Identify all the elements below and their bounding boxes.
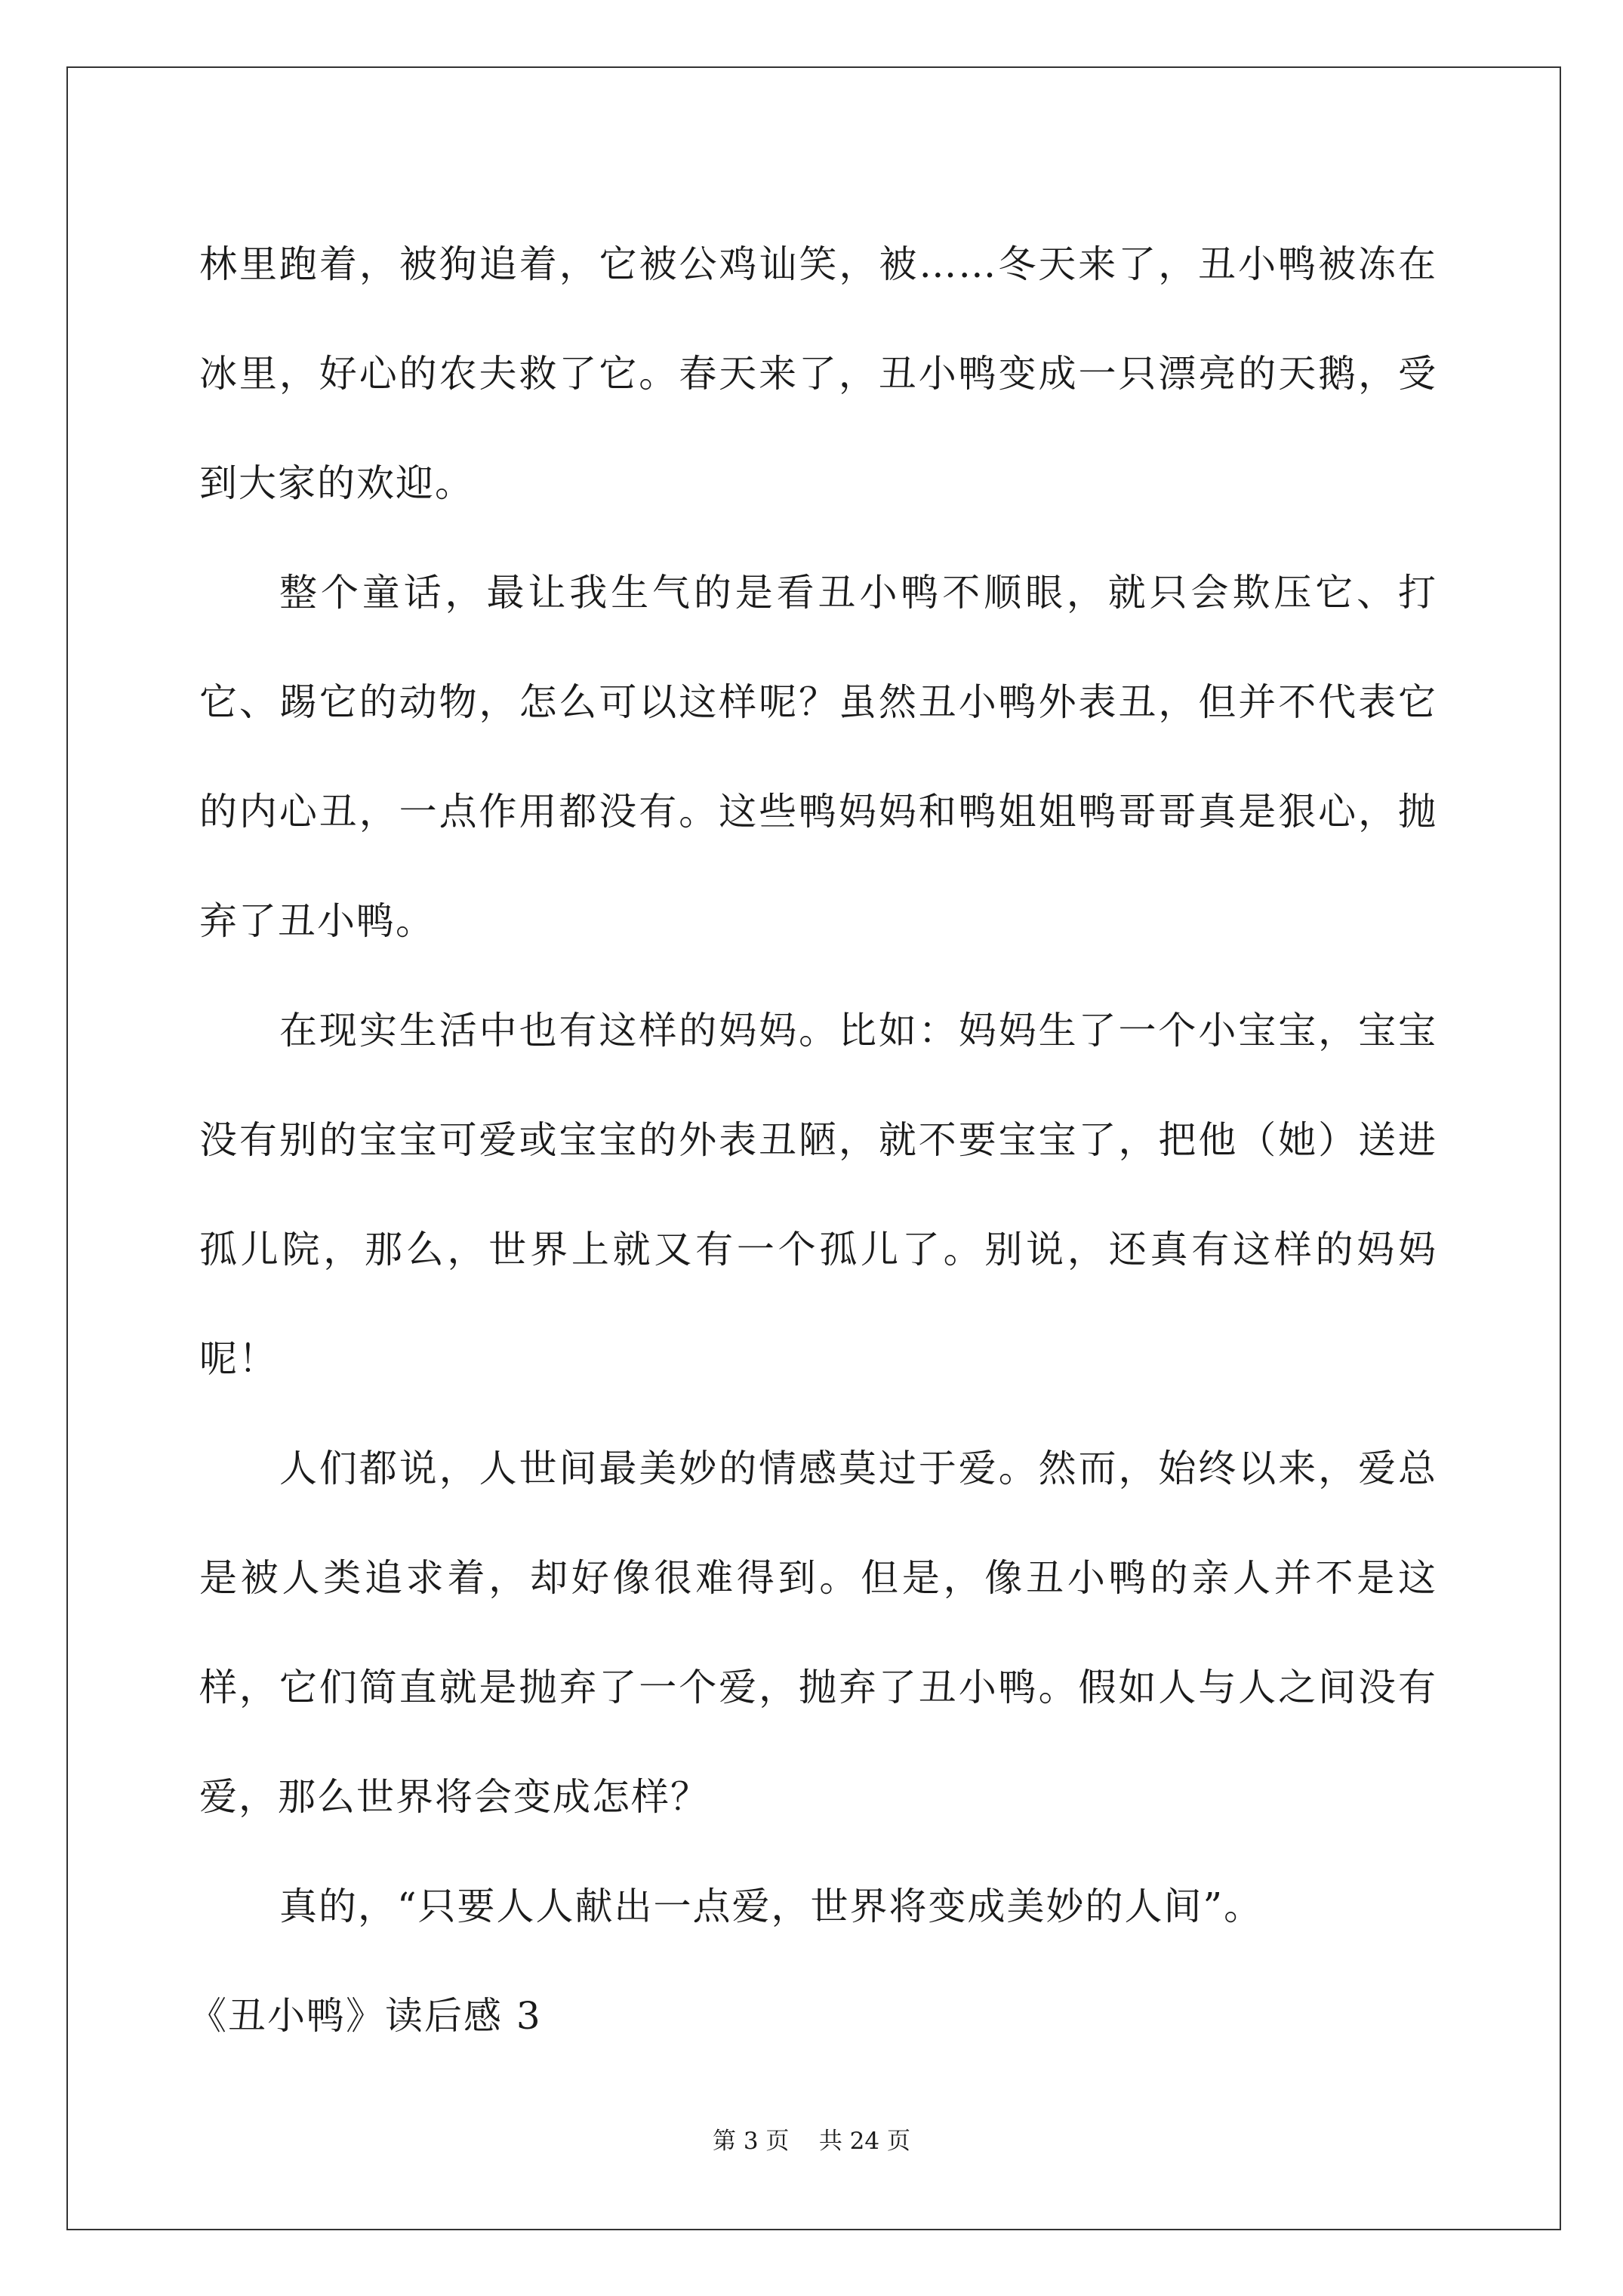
paragraph-3: 在现实生活中也有这样的妈妈。比如：妈妈生了一个小宝宝，宝宝没有别的宝宝可爱或宝宝的外表丑陋，就不要宝宝了，把他（她）送进孤儿院，那么，世界上就又有一个孤儿了。别说，还真有这样的妈妈呢！ [199, 1009, 1437, 1381]
page-number-footer: 第 3 页 共 24 页 [712, 2128, 910, 2155]
paragraph-2: 整个童话，最让我生气的是看丑小鸭不顺眼，就只会欺压它、打它、踢它的动物，怎么可以这样呢？虽然丑小鸭外表丑，但并不代表它的内心丑，一点作用都没有。这些鸭妈妈和鸭姐姐鸭哥哥真是狠心，抛弃了丑小鸭。 [199, 571, 1437, 943]
paragraph-1: 林里跑着，被狗追着，它被公鸡讪笑，被……冬天来了，丑小鸭被冻在冰里，好心的农夫救了它。春天来了，丑小鸭变成一只漂亮的天鹅，受到大家的欢迎。 [199, 242, 1437, 505]
section-heading: 《丑小鸭》读后感 3 [189, 1994, 542, 2038]
document-body [189, 210, 1437, 2071]
paragraph-5: 真的，“只要人人献出一点爱，世界将变成美妙的人间”。 [279, 1885, 1264, 1928]
paragraph-4: 人们都说，人世间最美妙的情感莫过于爱。然而，始终以来，爱总是被人类追求着，却好像很难得到。但是，像丑小鸭的亲人并不是这样，它们简直就是抛弃了一个爱，抛弃了丑小鸭。假如人与人之间没有爱，那么世界将会变成怎样？ [199, 1447, 1437, 1819]
